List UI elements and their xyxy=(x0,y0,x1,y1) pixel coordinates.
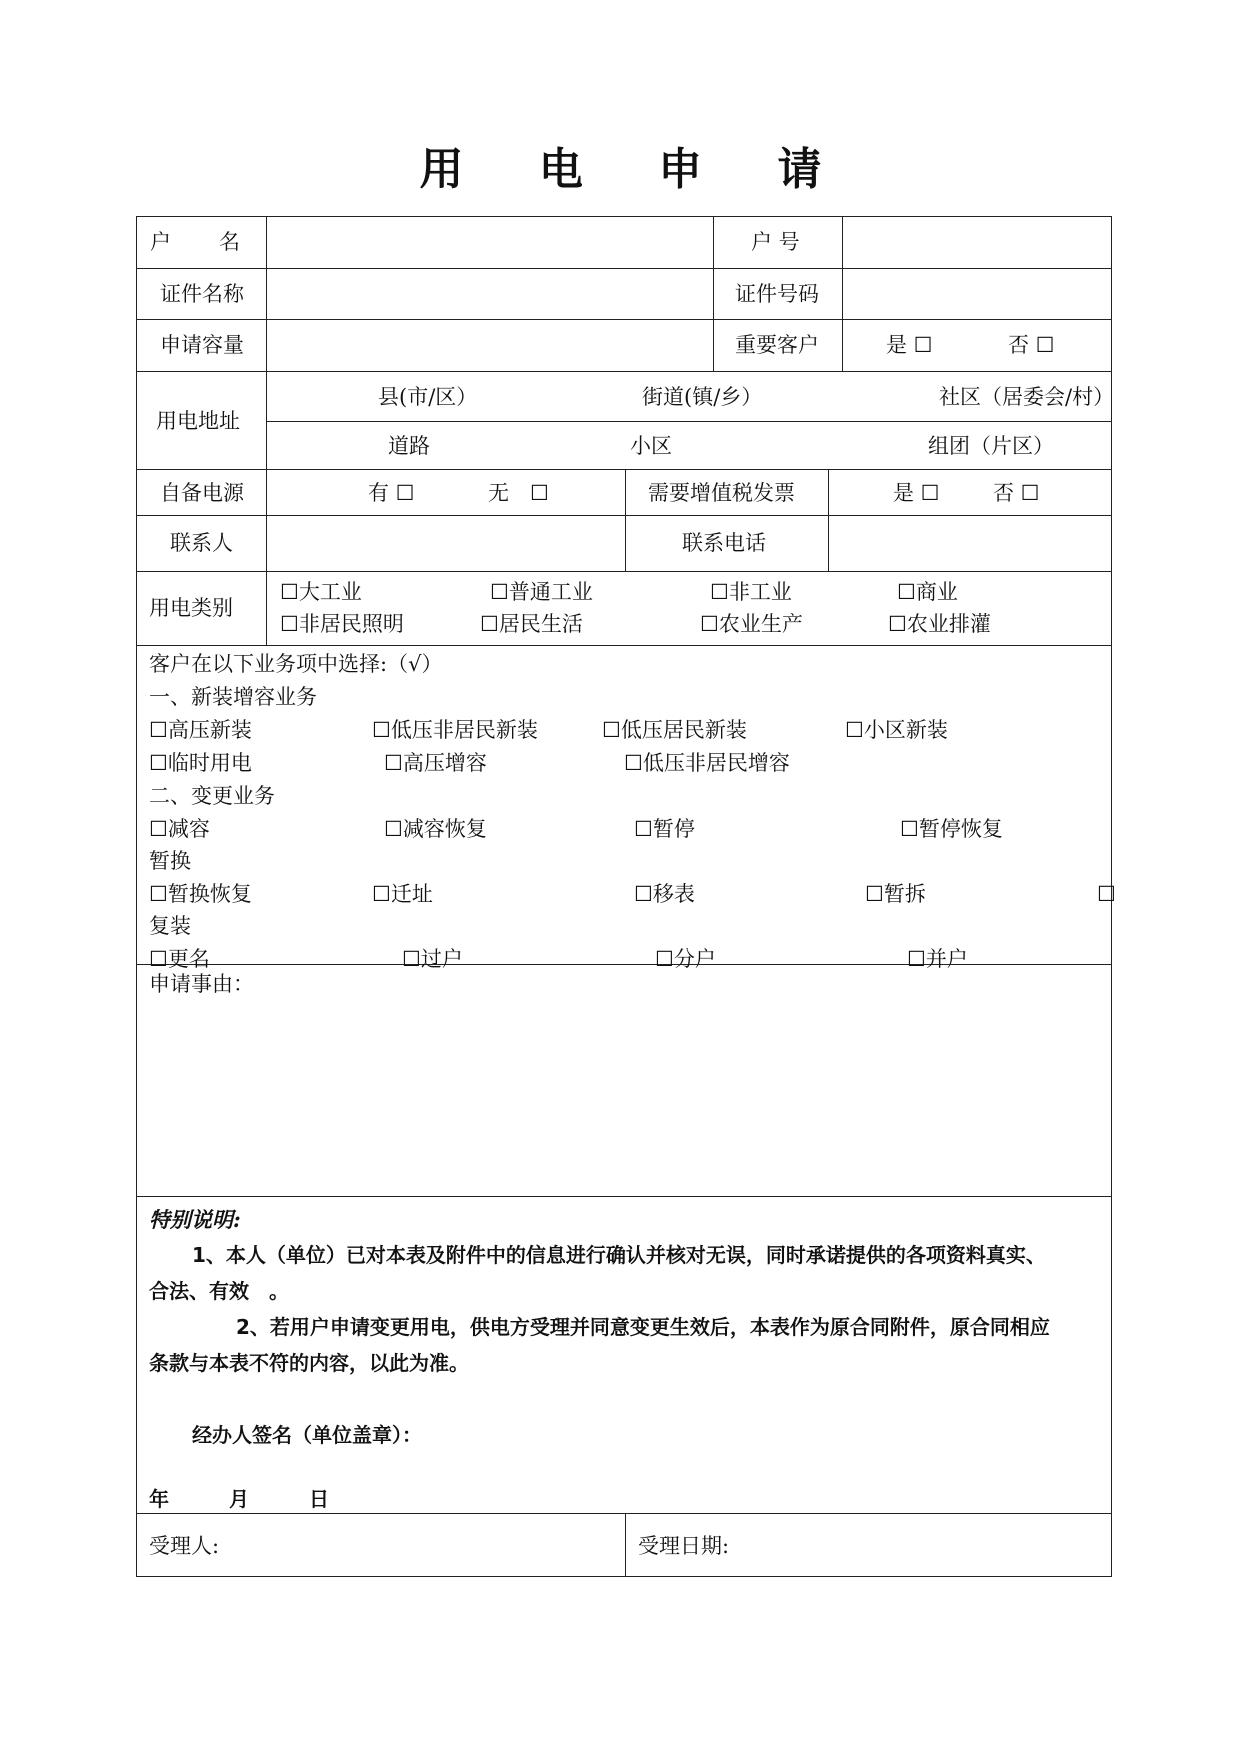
row-divider xyxy=(136,319,1112,320)
vat-no-checkbox[interactable]: 否 ☐ xyxy=(993,481,1040,505)
category-option[interactable]: ☐非工业 xyxy=(710,580,792,604)
reason-label: 申请事由： xyxy=(149,972,254,996)
business-option[interactable]: ☐更名 xyxy=(149,947,210,971)
address-label: 用电地址 xyxy=(156,409,240,433)
category-option[interactable]: ☐大工业 xyxy=(280,580,362,604)
group-label: 组团（片区） xyxy=(928,434,1054,458)
business-option[interactable]: ☐暂停 xyxy=(634,817,695,841)
category-option[interactable]: ☐非居民照明 xyxy=(280,612,404,636)
row-divider xyxy=(136,1513,1112,1514)
notes-heading: 特别说明: xyxy=(149,1207,241,1232)
row-divider xyxy=(136,469,1112,470)
acceptor-label: 受理人: xyxy=(149,1534,220,1558)
id-type-label: 证件名称 xyxy=(160,282,244,306)
notes-line: 条款与本表不符的内容，以此为准。 xyxy=(149,1351,469,1375)
date-label: 年 月 日 xyxy=(149,1487,329,1511)
col-divider xyxy=(713,216,714,371)
vip-label: 重要客户 xyxy=(735,333,819,357)
section-heading: 二、变更业务 xyxy=(149,784,275,808)
row-divider xyxy=(136,515,1112,516)
business-option[interactable]: ☐过户 xyxy=(402,947,463,971)
own-power-no-checkbox[interactable]: 无 ☐ xyxy=(488,481,549,505)
category-option[interactable]: ☐农业排灌 xyxy=(888,612,991,636)
section-heading: 一、新装增容业务 xyxy=(149,685,317,709)
col-divider xyxy=(828,469,829,571)
business-option[interactable]: ☐ xyxy=(1097,882,1116,906)
notes-line: 2、若用户申请变更用电，供电方受理并同意变更生效后，本表作为原合同附件，原合同相应 xyxy=(236,1315,1050,1339)
business-option[interactable]: ☐低压居民新装 xyxy=(602,718,747,742)
vat-label: 需要增值税发票 xyxy=(648,481,795,505)
vat-yes-checkbox[interactable]: 是 ☐ xyxy=(893,481,940,505)
business-section xyxy=(137,645,1116,971)
business-option[interactable]: ☐移表 xyxy=(634,882,695,906)
row-divider xyxy=(136,571,1112,572)
capacity-field[interactable] xyxy=(268,321,712,370)
row-divider xyxy=(266,421,1112,422)
business-option[interactable]: ☐分户 xyxy=(655,947,716,971)
business-option[interactable]: ☐减容恢复 xyxy=(384,817,487,841)
reason-field[interactable] xyxy=(138,1000,1110,1194)
business-option[interactable]: ☐低压非居民增容 xyxy=(624,751,790,775)
business-option[interactable]: ☐减容 xyxy=(149,817,210,841)
notes-line: 1、本人（单位）已对本表及附件中的信息进行确认并核对无误，同时承诺提供的各项资料真实、 xyxy=(192,1243,1046,1267)
signature-label: 经办人签名（单位盖章）： xyxy=(192,1423,422,1447)
col-divider xyxy=(266,571,267,645)
business-option[interactable]: ☐高压增容 xyxy=(384,751,487,775)
category-option[interactable]: ☐农业生产 xyxy=(700,612,803,636)
phone-field[interactable] xyxy=(830,517,1110,570)
road-label: 道路 xyxy=(388,434,430,458)
capacity-label: 申请容量 xyxy=(160,333,244,357)
vip-yes-checkbox[interactable]: 是 ☐ xyxy=(886,333,933,357)
contact-label: 联系人 xyxy=(170,531,233,555)
notes-line: 合法、有效 。 xyxy=(149,1279,289,1303)
col-divider xyxy=(625,1513,626,1577)
col-divider xyxy=(266,216,267,571)
row-divider xyxy=(136,268,1112,269)
county-label: 县(市/区） xyxy=(378,385,478,409)
row-divider xyxy=(136,1196,1112,1197)
account-no-label: 户 号 xyxy=(751,230,800,254)
business-option[interactable]: ☐低压非居民新装 xyxy=(372,718,538,742)
id-type-field[interactable] xyxy=(268,270,712,318)
business-option[interactable]: ☐暂拆 xyxy=(865,882,926,906)
vip-no-checkbox[interactable]: 否 ☐ xyxy=(1008,333,1055,357)
id-no-field[interactable] xyxy=(844,270,1110,318)
account-name-field[interactable] xyxy=(268,218,712,267)
category-option[interactable]: ☐商业 xyxy=(897,580,958,604)
phone-label: 联系电话 xyxy=(682,531,766,555)
account-name-label: 户 名 xyxy=(150,230,242,254)
business-option[interactable]: ☐迁址 xyxy=(372,882,433,906)
business-option[interactable]: ☐暂换恢复 xyxy=(149,882,252,906)
account-no-field[interactable] xyxy=(844,218,1110,267)
community-label: 社区（居委会/村） xyxy=(939,385,1115,409)
id-no-label: 证件号码 xyxy=(735,282,819,306)
business-option[interactable]: ☐暂停恢复 xyxy=(900,817,1003,841)
col-divider xyxy=(842,216,843,371)
own-power-yes-checkbox[interactable]: 有 ☐ xyxy=(368,481,415,505)
business-option[interactable]: ☐高压新装 xyxy=(149,718,252,742)
category-label: 用电类别 xyxy=(149,596,233,620)
accept-date-label: 受理日期: xyxy=(638,1534,730,1558)
row-divider xyxy=(136,371,1112,372)
business-option[interactable]: ☐临时用电 xyxy=(149,751,252,775)
district-label: 小区 xyxy=(630,434,672,458)
business-prompt: 客户在以下业务项中选择:（√） xyxy=(149,652,443,676)
business-option-wrap: 暂换 xyxy=(149,849,191,873)
business-option[interactable]: ☐小区新装 xyxy=(845,718,948,742)
business-option[interactable]: ☐并户 xyxy=(907,947,968,971)
street-label: 街道(镇/乡） xyxy=(642,385,763,409)
category-option[interactable]: ☐居民生活 xyxy=(480,612,583,636)
contact-field[interactable] xyxy=(268,517,624,570)
business-option-wrap: 复装 xyxy=(149,914,191,938)
category-option[interactable]: ☐普通工业 xyxy=(490,580,593,604)
own-power-label: 自备电源 xyxy=(160,481,244,505)
col-divider xyxy=(625,469,626,571)
page-title: 用 电 申 请 xyxy=(419,144,852,195)
